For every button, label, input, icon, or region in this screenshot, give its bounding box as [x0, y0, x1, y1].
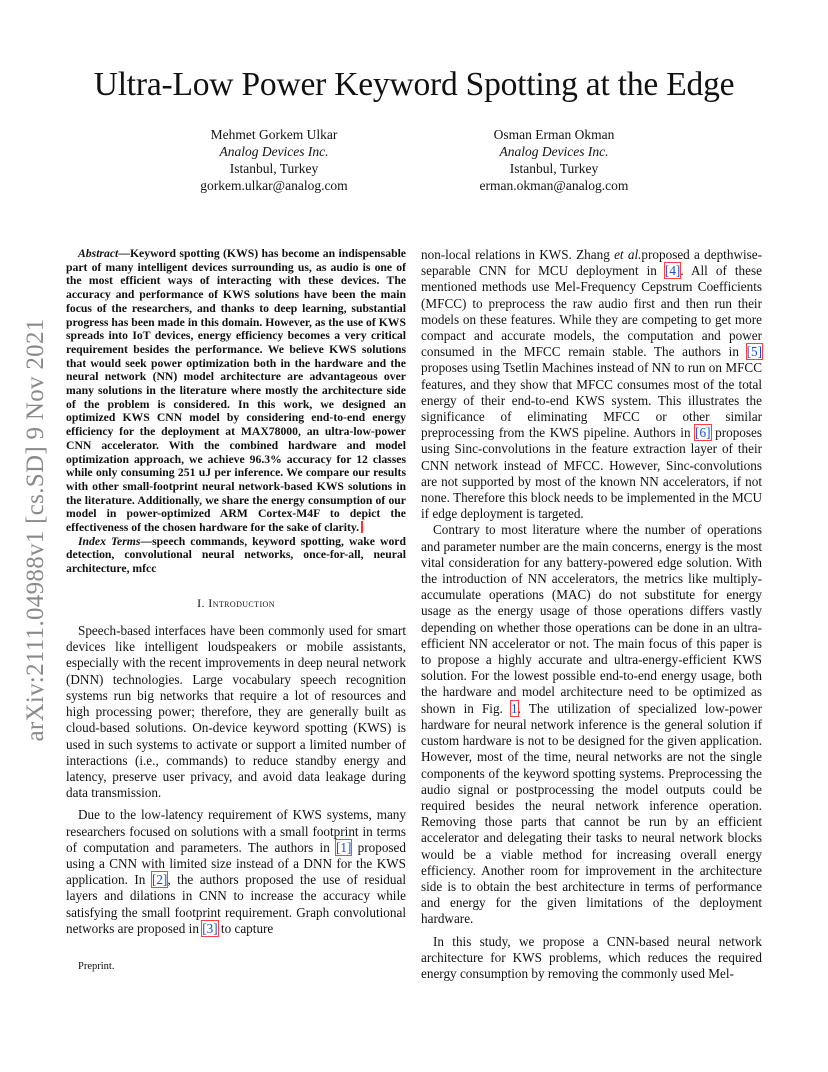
citation-link-3[interactable]: [3] [202, 920, 218, 936]
arxiv-identifier: arXiv:2111.04988v1 [cs.SD] 9 Nov 2021 [22, 318, 49, 742]
footnote-marker-icon[interactable] [361, 521, 363, 533]
paragraph-text: Due to the low-latency requirement of KWS systems, many researchers focused on solutions with a small footprint in terms of computation and parameters. The authors in [66, 807, 406, 855]
intro-paragraph-3 [421, 247, 762, 522]
author-email: gorkem.ulkar@analog.com [200, 178, 348, 193]
author-location: Istanbul, Turkey [229, 161, 319, 176]
index-terms-label: Index Terms [78, 534, 141, 548]
paragraph-text: Contrary to most literature where the number of operations and parameter number are the main concerns, energy is the most vital consideration for any battery-powered edge solution. With the introduction of NN accelerators, the metrics like multiply-accumulate operations (MAC) do not substitute for energy usage as the energy usage of those operations differs vastly depending on whether those operations can be done in an ultra-efficient NN accelerator or not. The main focus of this paper is to propose a highly accurate and ultra-energy-efficient KWS solution. For the lowest possible end-to-end energy usage, both the hardware and model architecture need to be optimized as shown in Fig. [421, 522, 762, 716]
paragraph-text: proposed using a CNN with limited size instead of a DNN for the KWS application. In [66, 839, 406, 888]
preprint-footnote: Preprint. [78, 961, 115, 972]
paragraph-text: non-local relations in KWS. Zhang [421, 247, 615, 262]
citation-link-2[interactable]: [2] [151, 872, 168, 888]
paragraph-text: . The utilization of specialized low-power hardware for neural network inference is the general solution if custom hardware is not to be designed for the given application. However, most of the time, neural networks are not the single components of the keyword spotting systems. Preprocessing the audio signal or postprocessing the model outputs could be required besides the neural network inference operation. Removing those parts that cannot be run by an efficient accelerator and delegating their tasks to neural network blocks would be a viable method for increasing overall energy efficiency. Another room for improvement in the architecture side is to obtain the best architecture in terms of performance and energy for the given limitations of the deployment hardware. [421, 700, 762, 927]
author-name: Mehmet Gorkem Ulkar [210, 127, 338, 142]
intro-paragraph-1: Speech-based interfaces have been commonly used for smart devices like intelligent loudspeakers or mobile assistants, especially with the recent improvements in deep neural network (DNN) technologies. Large vocabulary speech recognition systems run big networks that require a lot of resources and high processing power; therefore, they are generally built as cloud-based solutions. On-device keyword spotting (KWS) is used in such systems to activate or support a limited number of interactions (i.e., commands) to reduce standby energy and latency, preserve user privacy, and avoid data leakage during data transmission. [66, 623, 406, 801]
paragraph-text: , the authors proposed the use of residual layers and dilations in CNN to increase the accuracy while satisfying the small footprint requirement. Graph convolutional networks are proposed in [66, 872, 407, 936]
paragraph-text: . All of these mentioned methods use Mel-Frequency Cepstrum Coefficients (MFCC) to preprocess the raw audio first and then run their models on these features. While they are competing to get more compact and accurate models, the computation and power consumed in the MFCC remain stable. The authors in [421, 263, 762, 360]
intro-paragraph-2 [66, 807, 406, 937]
section-heading-introduction: I. Introduction [197, 595, 275, 610]
abstract [66, 247, 406, 535]
citation-link-6[interactable]: [6] [695, 425, 711, 441]
right-column [421, 247, 762, 982]
figure-link-1[interactable]: 1 [511, 700, 518, 716]
intro-paragraph-4 [421, 522, 762, 927]
abstract-text: —Keyword spotting (KWS) has become an indispensable part of many intelligent devices surrounding us, as audio is one of the most efficient ways of interacting with these devices. The accuracy and performance of KWS solutions have been the main focus of the researchers, and thanks to deep learning, substantial progress has been made in this domain. However, as the use of KWS spreads into IoT devices, energy efficiency becomes a very critical requirement besides the performance. We believe KWS solutions that would seek power optimization both in the hardware and the neural network (NN) model architecture are advantageous over many solutions in the literature where mostly the architecture side of the problem is considered. In this work, we designed an optimized KWS CNN model by considering end-to-end energy efficiency for the deployment at MAX78000, an ultra-low-power CNN accelerator. With the combined hardware and model optimization approach, we achieve 96.3% accuracy for 12 classes while only consuming 251 uJ per inference. We compare our results with other small-footprint neural network-based KWS solutions in the literature. Additionally, we share the energy consumption of our model in power-optimized ARM Cortex-M4F to depict the effectiveness of the chosen hardware for the sake of clarity. [66, 247, 406, 535]
paragraph-text: to capture [217, 920, 274, 936]
author-block-1 [124, 126, 424, 194]
author-name: Osman Erman Okman [493, 127, 615, 142]
paragraph-text: proposed a depthwise-separable CNN for MCU deployment in [421, 247, 763, 279]
arxiv-sidebar-stamp [18, 295, 54, 765]
intro-paragraph-5: In this study, we propose a CNN-based neural network architecture for KWS problems, which reduces the required energy consumption by removing the commonly used Mel- [421, 933, 762, 981]
author-affiliation: Analog Devices Inc. [219, 144, 329, 159]
index-terms [66, 535, 406, 576]
author-block-2 [404, 126, 704, 194]
paragraph-text: proposes using Sinc-convolutions in the feature extraction layer of their CNN network instead of MFCC. However, Sinc-convolutions are not supported by most of the known NN accelerators, if not none. Therefore this block needs to be implemented in the MCU if edge deployment is targeted. [421, 425, 762, 522]
paper-title: Ultra-Low Power Keyword Spotting at the Edge [93, 66, 735, 103]
paragraph-text: proposes using Tsetlin Machines instead of NN to run on MFCC features, and they show that MFCC consumes most of the total energy of their end-to-end KWS system. This illustrates the significance of eliminating MFCC or other similar preprocessing from the KWS pipeline. Authors in [421, 360, 762, 441]
author-affiliation: Analog Devices Inc. [499, 144, 609, 159]
et-al-text: et al. [614, 247, 642, 262]
citation-link-5[interactable]: [5] [746, 344, 762, 360]
left-column [66, 247, 406, 937]
author-location: Istanbul, Turkey [509, 161, 599, 176]
citation-link-1[interactable]: [1] [336, 839, 352, 855]
abstract-label: Abstract [78, 247, 119, 260]
citation-link-4[interactable]: [4] [664, 263, 681, 279]
index-terms-text: —speech commands, keyword spotting, wake word detection, convolutional neural networks, once-for-all, neural architecture, mfcc [66, 534, 406, 576]
author-email: erman.okman@analog.com [479, 178, 629, 193]
